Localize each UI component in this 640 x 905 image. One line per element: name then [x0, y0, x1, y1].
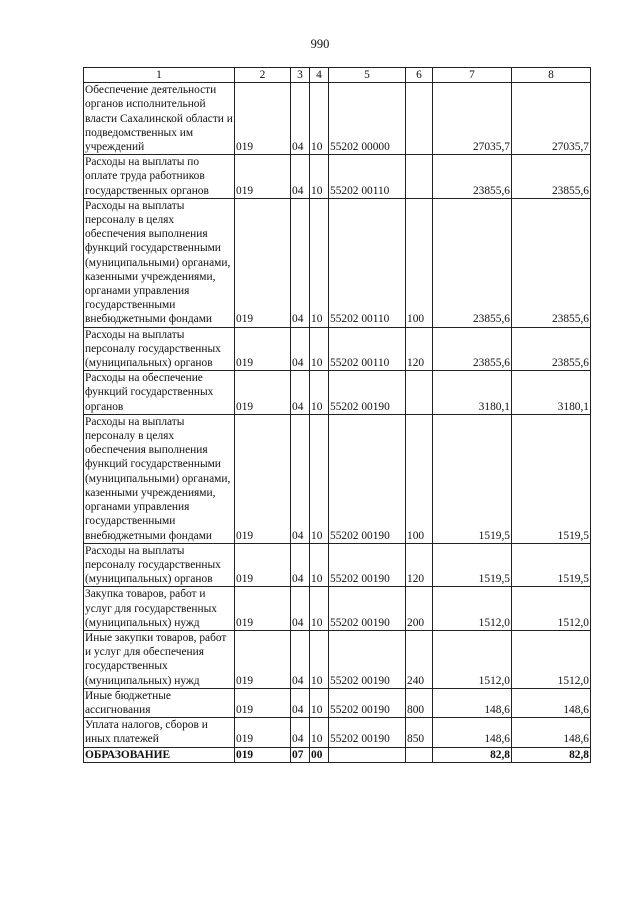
- table-row: [84, 630, 591, 688]
- row-value-cell: 55202 00190: [329, 718, 406, 747]
- row-value-cell: 019: [235, 155, 291, 199]
- row-value-cell: 019: [235, 414, 291, 543]
- row-value-cell: 23855,6: [512, 327, 591, 371]
- row-value-cell: 850: [406, 718, 433, 747]
- row-value-cell: 04: [291, 543, 310, 587]
- header-cell: 1: [84, 68, 235, 83]
- row-value-cell: 55202 00110: [329, 327, 406, 371]
- row-value-cell: 1519,5: [512, 543, 591, 587]
- table-row: [84, 83, 591, 155]
- row-value-cell: 04: [291, 587, 310, 631]
- row-value-cell: 04: [291, 327, 310, 371]
- row-value-cell: 1519,5: [433, 543, 512, 587]
- row-value-cell: 3180,1: [433, 371, 512, 415]
- row-value-cell: 04: [291, 83, 310, 155]
- table-row: [84, 587, 591, 631]
- row-value-cell: [329, 747, 406, 762]
- table-row: [84, 747, 591, 762]
- row-value-cell: 1512,0: [512, 587, 591, 631]
- row-name-cell: Расходы на выплаты персоналу государственных (муниципальных) органов: [84, 327, 235, 371]
- row-value-cell: 04: [291, 718, 310, 747]
- row-value-cell: 019: [235, 587, 291, 631]
- row-value-cell: 019: [235, 198, 291, 327]
- table-row: [84, 155, 591, 199]
- row-value-cell: 10: [310, 155, 329, 199]
- row-value-cell: 55202 00190: [329, 414, 406, 543]
- table-row: [84, 371, 591, 415]
- row-value-cell: 55202 00110: [329, 198, 406, 327]
- row-value-cell: 019: [235, 543, 291, 587]
- row-value-cell: 10: [310, 83, 329, 155]
- header-row: [84, 68, 591, 83]
- row-value-cell: 23855,6: [433, 155, 512, 199]
- row-value-cell: 55202 00000: [329, 83, 406, 155]
- header-cell: 2: [235, 68, 291, 83]
- header-cell: 6: [406, 68, 433, 83]
- row-value-cell: 82,8: [512, 747, 591, 762]
- row-value-cell: 019: [235, 688, 291, 717]
- row-value-cell: 1519,5: [433, 414, 512, 543]
- row-value-cell: 120: [406, 327, 433, 371]
- row-value-cell: 04: [291, 414, 310, 543]
- row-value-cell: 10: [310, 718, 329, 747]
- row-value-cell: 100: [406, 414, 433, 543]
- row-value-cell: 23855,6: [433, 198, 512, 327]
- row-value-cell: 148,6: [512, 718, 591, 747]
- row-value-cell: 82,8: [433, 747, 512, 762]
- row-name-cell: Обеспечение деятельности органов исполнительной власти Сахалинской области и подведомственных им учреждений: [85, 84, 233, 154]
- row-value-cell: 23855,6: [512, 155, 591, 199]
- row-value-cell: 55202 00190: [329, 688, 406, 717]
- row-value-cell: 1512,0: [433, 630, 512, 688]
- row-value-cell: [406, 747, 433, 762]
- row-value-cell: 1519,5: [512, 414, 591, 543]
- row-value-cell: 55202 00190: [329, 587, 406, 631]
- row-value-cell: 55202 00110: [329, 155, 406, 199]
- row-value-cell: [406, 155, 433, 199]
- header-cell: 7: [433, 68, 512, 83]
- row-value-cell: 100: [406, 198, 433, 327]
- table-body: [84, 83, 591, 763]
- row-value-cell: 120: [406, 543, 433, 587]
- row-value-cell: 019: [235, 371, 291, 415]
- row-value-cell: 55202 00190: [329, 543, 406, 587]
- row-value-cell: 10: [310, 543, 329, 587]
- row-value-cell: 1512,0: [433, 587, 512, 631]
- row-value-cell: 10: [310, 688, 329, 717]
- row-value-cell: 04: [291, 630, 310, 688]
- row-value-cell: 10: [310, 414, 329, 543]
- page-number: 990: [310, 37, 330, 51]
- row-value-cell: 55202 00190: [329, 630, 406, 688]
- row-name-cell: ОБРАЗОВАНИЕ: [84, 747, 235, 762]
- row-value-cell: 04: [291, 371, 310, 415]
- table-row: [84, 718, 591, 747]
- row-value-cell: 23855,6: [433, 327, 512, 371]
- row-value-cell: 019: [235, 718, 291, 747]
- row-value-cell: 240: [406, 630, 433, 688]
- row-name-cell: Расходы на обеспечение функций государственных органов: [84, 371, 235, 415]
- row-value-cell: 148,6: [512, 688, 591, 717]
- table-row: [84, 543, 591, 587]
- row-value-cell: 10: [310, 587, 329, 631]
- row-value-cell: 04: [291, 198, 310, 327]
- row-value-cell: 10: [310, 371, 329, 415]
- row-value-cell: 00: [310, 747, 329, 762]
- row-value-cell: 23855,6: [512, 198, 591, 327]
- row-name-cell: Расходы на выплаты персоналу в целях обеспечения выполнения функций государственными (муниципальными) органами, казенными учреждениями, органами управления государственными внебюджетными фондами: [84, 414, 235, 543]
- row-value-cell: 019: [235, 327, 291, 371]
- header-cell: 8: [512, 68, 591, 83]
- row-value-cell: 019: [235, 83, 291, 155]
- row-value-cell: 27035,7: [433, 83, 512, 155]
- row-value-cell: 10: [310, 327, 329, 371]
- row-value-cell: 04: [291, 688, 310, 717]
- row-name-cell: Закупка товаров, работ и услуг для государственных (муниципальных) нужд: [84, 587, 235, 631]
- header-cell: 5: [329, 68, 406, 83]
- row-name-cell: Расходы на выплаты персоналу в целях обеспечения выполнения функций государственными (муниципальными) органами, казенными учреждениями, органами управления государственными внебюджетными фондами: [84, 198, 235, 327]
- row-value-cell: 019: [235, 630, 291, 688]
- row-name-cell: Расходы на выплаты персоналу государственных (муниципальных) органов: [84, 543, 235, 587]
- row-value-cell: 55202 00190: [329, 371, 406, 415]
- budget-table: [83, 67, 591, 763]
- row-value-cell: 3180,1: [512, 371, 591, 415]
- row-value-cell: 10: [310, 198, 329, 327]
- row-value-cell: 200: [406, 587, 433, 631]
- row-value-cell: 27035,7: [512, 83, 591, 155]
- row-name-cell: Иные закупки товаров, работ и услуг для обеспечения государственных (муниципальных) нужд: [84, 630, 235, 688]
- row-name-cell: Уплата налогов, сборов и иных платежей: [84, 718, 235, 747]
- row-value-cell: 148,6: [433, 688, 512, 717]
- row-value-cell: 04: [291, 155, 310, 199]
- table-row: [84, 688, 591, 717]
- row-value-cell: 019: [235, 747, 291, 762]
- table-row: [84, 327, 591, 371]
- row-value-cell: 1512,0: [512, 630, 591, 688]
- row-value-cell: 148,6: [433, 718, 512, 747]
- row-value-cell: [406, 371, 433, 415]
- row-value-cell: 800: [406, 688, 433, 717]
- row-value-cell: 10: [310, 630, 329, 688]
- row-name-cell: Расходы на выплаты по оплате труда работников государственных органов: [84, 155, 235, 199]
- row-value-cell: [406, 83, 433, 155]
- header-cell: 4: [310, 68, 329, 83]
- header-cell: 3: [291, 68, 310, 83]
- table-row: [84, 198, 591, 327]
- row-name-cell: Иные бюджетные ассигнования: [84, 688, 235, 717]
- row-value-cell: 07: [291, 747, 310, 762]
- table-row: [84, 414, 591, 543]
